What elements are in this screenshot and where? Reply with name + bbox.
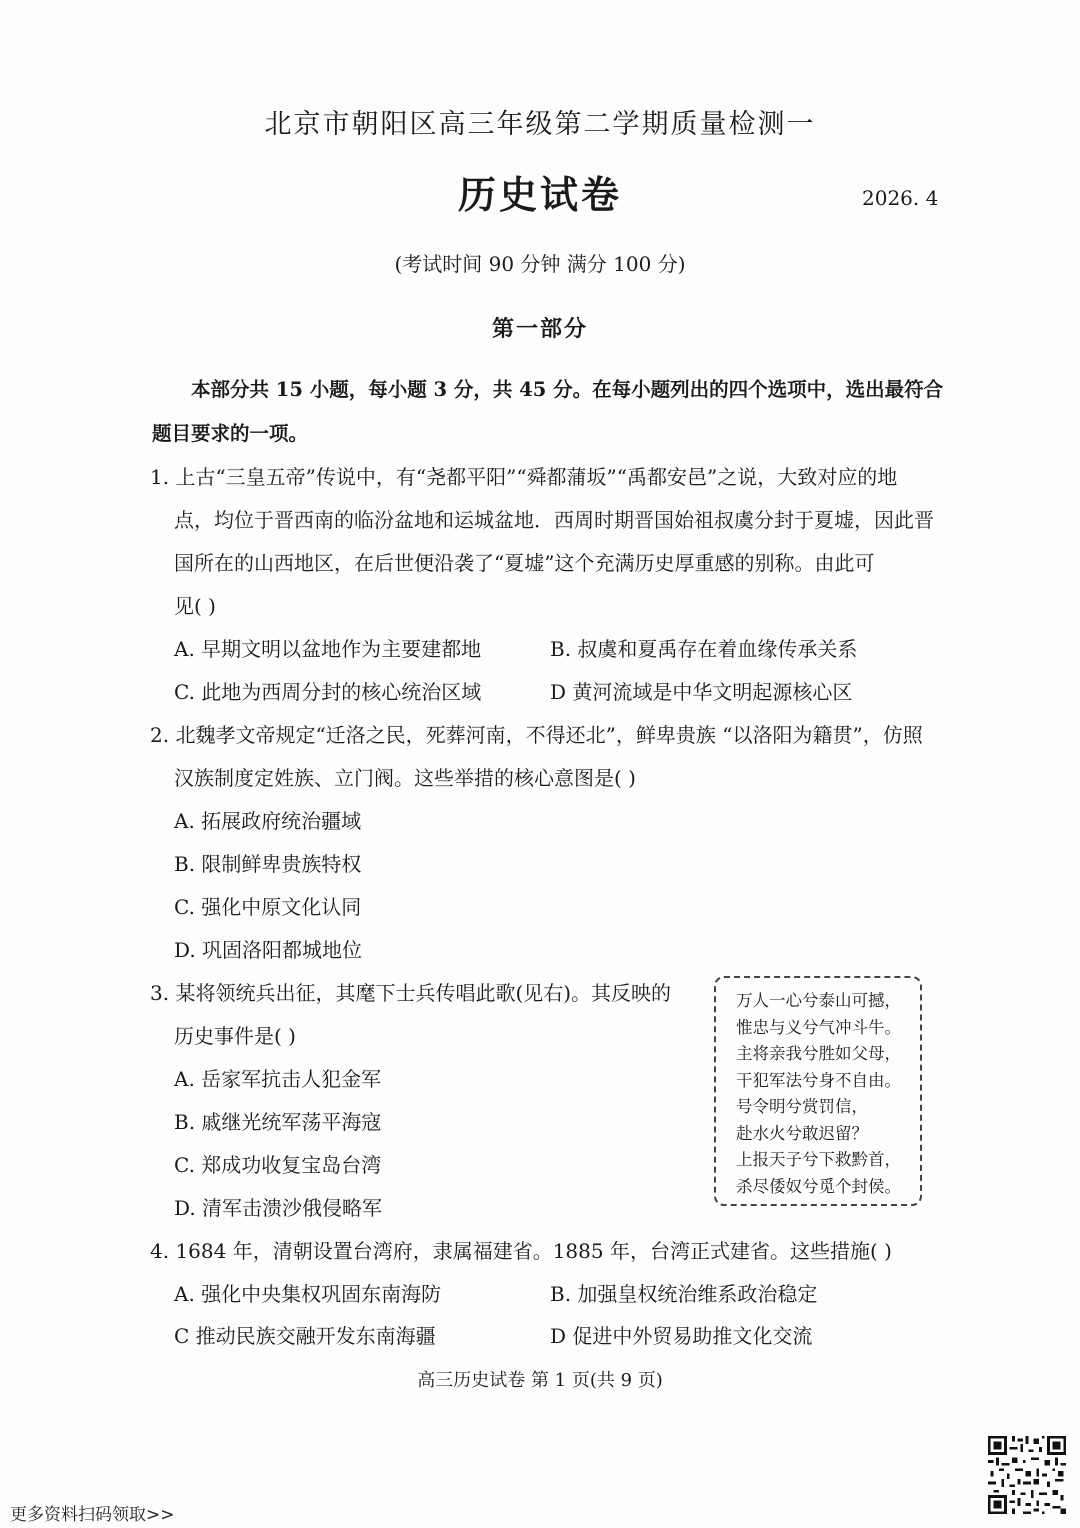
page-title: 历史试卷 [457, 172, 622, 217]
q1-option-a[interactable]: A. 早期文明以盆地作为主要建都地 [174, 637, 482, 661]
q3-option-b[interactable]: B. 戚继光统军荡平海寇 [174, 1110, 382, 1134]
poem-line: 上报天子兮下救黔首， [736, 1150, 901, 1169]
poem-line: 杀尽倭奴兮觅个封侯。 [736, 1176, 901, 1196]
q1-option-d[interactable]: D 黄河流域是中华文明起源核心区 [550, 680, 853, 704]
exam-date: 2026. 4 [862, 186, 939, 210]
q2-option-b[interactable]: B. 限制鲜卑贵族特权 [174, 852, 362, 876]
q1-stem-line-4: 见( ) [174, 594, 216, 618]
q3-option-d[interactable]: D. 清军击溃沙俄侵略军 [174, 1196, 383, 1220]
poem-line: 赴水火兮敢迟留？ [736, 1123, 868, 1143]
q3-option-a[interactable]: A. 岳家军抗击人犯金军 [174, 1067, 382, 1091]
poem-line: 号令明兮赏罚信， [736, 1097, 868, 1116]
section-title: 第一部分 [491, 316, 588, 342]
q1-stem-line-2: 点，均位于晋西南的临汾盆地和运城盆地．西周时期晋国始祖叔虞分封于夏墟，因此晋 [174, 508, 934, 532]
q1-stem-line-1: 1. 上古“三皇五帝”传说中，有“尧都平阳”“舜都蒲坂”“禹都安邑”之说，大致对应的地 [150, 465, 898, 489]
q4-option-d[interactable]: D 促进中外贸易助推文化交流 [550, 1324, 813, 1348]
q4-option-b[interactable]: B. 加强皇权统治维系政治稳定 [550, 1282, 818, 1306]
q4-option-a[interactable]: A. 强化中央集权巩固东南海防 [174, 1282, 442, 1306]
q3-song-lyrics-box [714, 976, 922, 1206]
poem-line: 惟忠与义兮气冲斗牛。 [736, 1017, 901, 1037]
q2-option-d[interactable]: D. 巩固洛阳都城地位 [174, 938, 363, 962]
q1-option-b[interactable]: B. 叔虞和夏禹存在着血缘传承关系 [550, 637, 858, 661]
poem-line: 万人一心兮泰山可撼， [736, 991, 901, 1010]
page-footer: 高三历史试卷 第 1 页(共 9 页) [417, 1370, 663, 1391]
q4-stem-line-1: 4. 1684 年，清朝设置台湾府，隶属福建省。1885 年，台湾正式建省。这些措施( ) [150, 1239, 892, 1263]
qr-code-icon[interactable] [988, 1436, 1066, 1514]
instructions-line-2: 题目要求的一项。 [152, 422, 309, 445]
poem-line: 主将亲我兮胜如父母， [736, 1044, 901, 1063]
q2-stem-line-1: 2. 北魏孝文帝规定“迁洛之民，死葬河南，不得还北”，鲜卑贵族 “以洛阳为籍贯”，仿照 [150, 723, 923, 747]
exam-info: (考试时间 90 分钟 满分 100 分) [394, 252, 686, 276]
q1-stem-line-3: 国所在的山西地区，在后世便沿袭了“夏墟”这个充满历史厚重感的别称。由此可 [174, 551, 875, 575]
q4-option-c[interactable]: C 推动民族交融开发东南海疆 [174, 1324, 436, 1348]
q2-stem-line-2: 汉族制度定姓族、立门阀。这些举措的核心意图是( ) [174, 766, 636, 790]
q3-option-c[interactable]: C. 郑成功收复宝岛台湾 [174, 1153, 382, 1177]
q3-stem-line-2: 历史事件是( ) [174, 1024, 296, 1048]
promo-link[interactable]: 更多资料扫码领取>> [10, 1505, 175, 1525]
instructions-line-1: 本部分共 15 小题，每小题 3 分，共 45 分。在每小题列出的四个选项中，选出最符合 [191, 378, 944, 401]
q2-option-c[interactable]: C. 强化中原文化认同 [174, 895, 362, 919]
poem-line: 干犯军法兮身不自由。 [736, 1070, 901, 1090]
exam-subtitle: 北京市朝阳区高三年级第二学期质量检测一 [264, 109, 816, 140]
q2-option-a[interactable]: A. 拓展政府统治疆域 [174, 809, 362, 833]
q3-stem-line-1: 3. 某将领统兵出征，其麾下士兵传唱此歌(见右)。其反映的 [150, 981, 672, 1005]
q1-option-c[interactable]: C. 此地为西周分封的核心统治区域 [174, 680, 482, 704]
